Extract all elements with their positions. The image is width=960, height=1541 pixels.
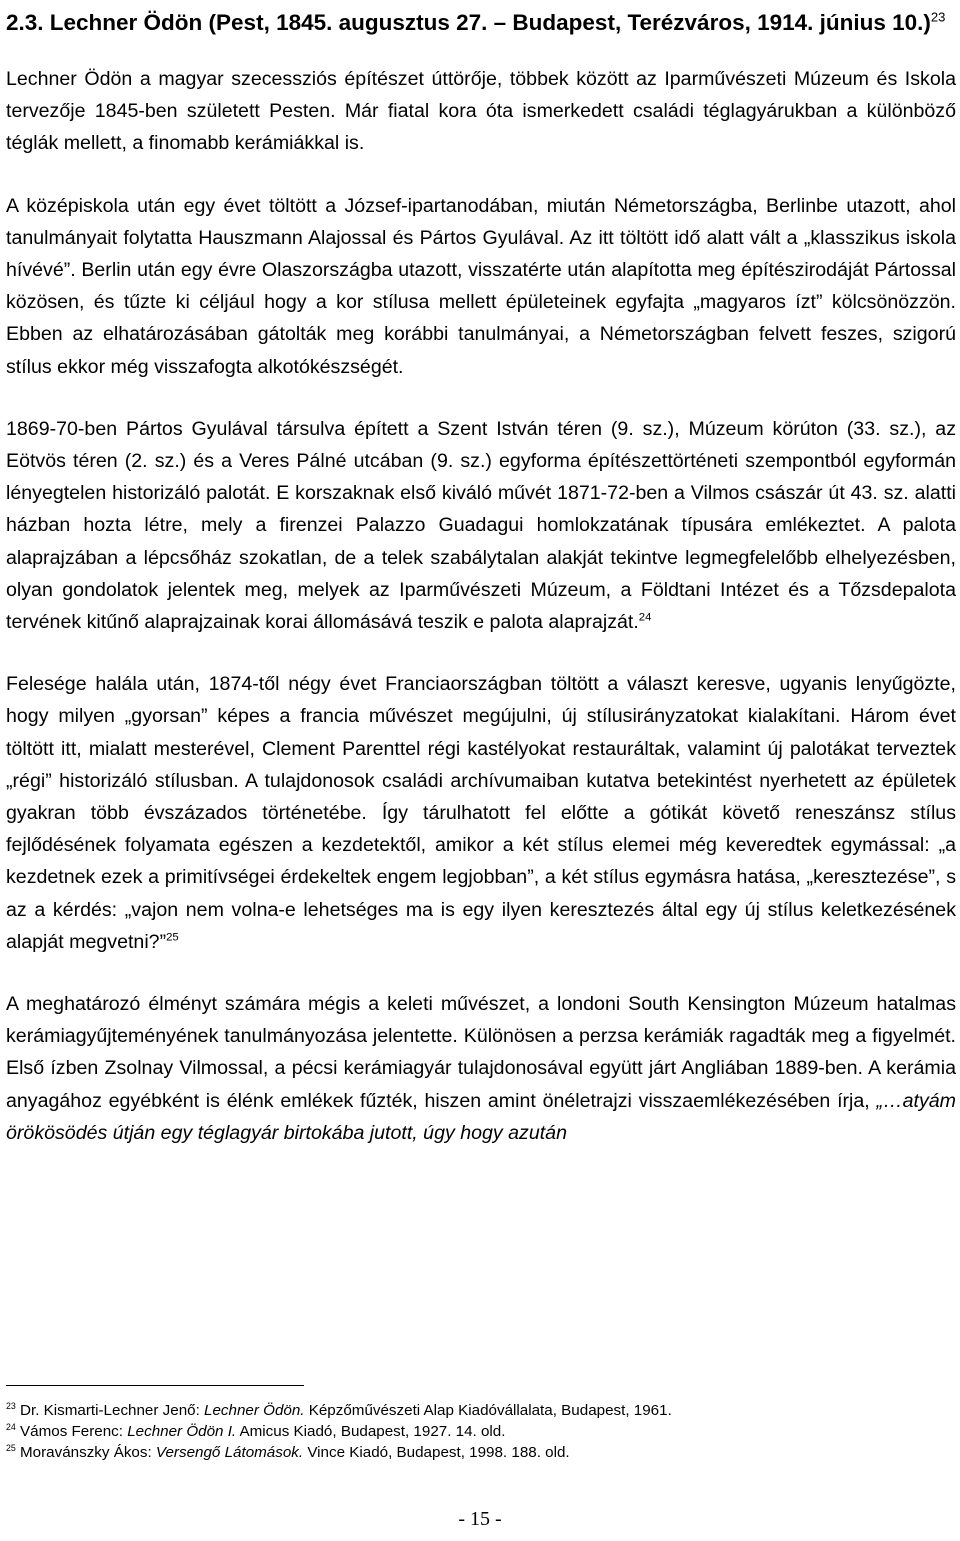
paragraph-france <box>6 668 956 958</box>
footnote-publisher: Vince Kiadó, Budapest, 1998. 188. old. <box>303 1444 570 1461</box>
paragraph-intro: Lechner Ödön a magyar szecessziós építészet úttörője, többek között az Iparművészeti Múzeum és Iskola tervezője 1845-ben született Pesten. Már fiatal kora óta ismerkedett családi téglagyárukban a különböző téglák mellett, a finomabb kerámiákkal is. <box>6 68 956 155</box>
paragraph-ceramics-quote: „…atyám örökösödés útján egy téglagyár birtokába jutott, úgy hogy azután <box>6 1089 956 1144</box>
footnote-number: 24 <box>6 1421 16 1432</box>
paragraph-ceramics <box>6 988 956 1149</box>
paragraph-early-works <box>6 413 956 638</box>
footnote-title: Lechner Ödön I. <box>127 1423 237 1440</box>
footnote-author: Moravánszky Ákos: <box>15 1444 156 1461</box>
footnote-author: Dr. Kismarti-Lechner Jenő: <box>15 1402 205 1419</box>
paragraph-ceramics-text: A meghatározó élményt számára mégis a keleti művészet, a londoni South Kensington Múzeum hatalmas kerámiagyűjteményének tanulmányozása jelentette. Különösen a perzsa kerámiák ragadták meg a figyelmét. Első ízben Zsolnay Vilmossal, a pécsi kerámiagyár tulajdonosával együtt járt Angliában 1889-ben. A kerámia anyagához egyébként is élénk emlékek fűzték, hiszen amint önéletrajzi visszaemlékezésében írja, <box>6 993 956 1112</box>
footnote-publisher: Amicus Kiadó, Budapest, 1927. 14. old. <box>236 1423 506 1440</box>
footnote-publisher: Képzőművészeti Alap Kiadóvállalata, Budapest, 1961. <box>304 1402 672 1419</box>
footnote-ref-23[interactable]: 23 <box>930 9 946 25</box>
footnote-ref-24[interactable]: 24 <box>638 611 652 624</box>
footnotes <box>6 1400 956 1463</box>
paragraph-france-text: Felesége halála után, 1874-től négy évet Franciaországban töltött a választ keresve, ugyanis lenyűgözte, hogy milyen „gyorsan” képes a francia művészet megújulni, új stílusirányzatokat kialakítani. Három évet töltött itt, mialatt mesterével, Clement Parenttel régi kastélyokat restauráltak, valamint új palotákat terveztek „régi” historizáló stílusban. A tulajdonosok családi archívumaiban kutatva betekintést nyerhetett az épületek gyakran több évszázados történetébe. Így tárulhatott fel előtte a gótikát követő reneszánsz stílus fejlődésének folyamata egészen a kezdetektől, amikor a két stílus elemei még keveredtek egymással: „a kezdetnek ezek a primitívségei érdekeltek engem legjobban”, a két stílus egymásra hatása, „keresztezése”, s az a kérdés: „vajon nem volna-e lehetséges ma is egy ilyen keresztezés által egy új stílus keletkezésének alapját megvetni?” <box>6 673 956 953</box>
section-heading <box>6 4 956 41</box>
footnote-author: Vámos Ferenc: <box>15 1423 128 1440</box>
footnote-separator <box>6 1385 304 1386</box>
footnote-number: 23 <box>6 1400 16 1411</box>
footnote-ref-25[interactable]: 25 <box>166 931 179 944</box>
footnote-title: Lechner Ödön. <box>204 1402 305 1419</box>
footnote-23 <box>6 1400 956 1421</box>
footnote-24 <box>6 1421 956 1442</box>
page-number: - 15 - <box>458 1508 502 1530</box>
document-page <box>6 0 956 1149</box>
section-heading-text: 2.3. Lechner Ödön (Pest, 1845. augusztus 27. – Budapest, Terézváros, 1914. június 10.) <box>6 10 931 35</box>
footnote-25 <box>6 1442 956 1463</box>
paragraph-education: A középiskola után egy évet töltött a József-ipartanodában, miután Németországba, Berlinbe utazott, ahol tanulmányait folytatta Hauszmann Alajossal és Pártos Gyulával. Az itt töltött idő alatt vált a „klasszikus iskola hívévé”. Berlin után egy évre Olaszországba utazott, visszatérte után alapította meg építészirodáját Pártossal közösen, és tűzte ki céljául hogy a kor stílusa mellett épületeinek egyfajta „magyaros ízt” kölcsönözzön. Ebben az elhatározásában gátolták meg korábbi tanulmányai, a Németországban felvett feszes, szigorú stílus ekkor még visszafogta alkotókészségét. <box>6 194 956 378</box>
paragraph-early-works-text: 1869-70-ben Pártos Gyulával társulva épített a Szent István téren (9. sz.), Múzeum körúton (33. sz.), az Eötvös téren (2. sz.) és a Veres Pálné utcában (9. sz.) egyforma építészettörténeti szempontból egyformán lényegtelen historizáló palotát. E korszaknak első kiváló művét 1871-72-ben a Vilmos császár út 43. sz. alatti házban hozta létre, mely a firenzei Palazzo Guadagui homlokzatának típusára emlékeztet. A palota alaprajzában a lépcsőház szokatlan, de a telek szabálytalan alakját tekintve legmegfelelőbb elhelyezésben, olyan gondolatok jelentek meg, melyek az Iparművészeti Múzeum, a Földtani Intézet és a Tőzsdepalota tervének kitűnő alaprajzainak korai állomásává teszik e palota alaprajzát. <box>6 417 956 634</box>
footnote-title: Versengő Látomások. <box>155 1444 304 1461</box>
footnote-number: 25 <box>6 1442 16 1453</box>
